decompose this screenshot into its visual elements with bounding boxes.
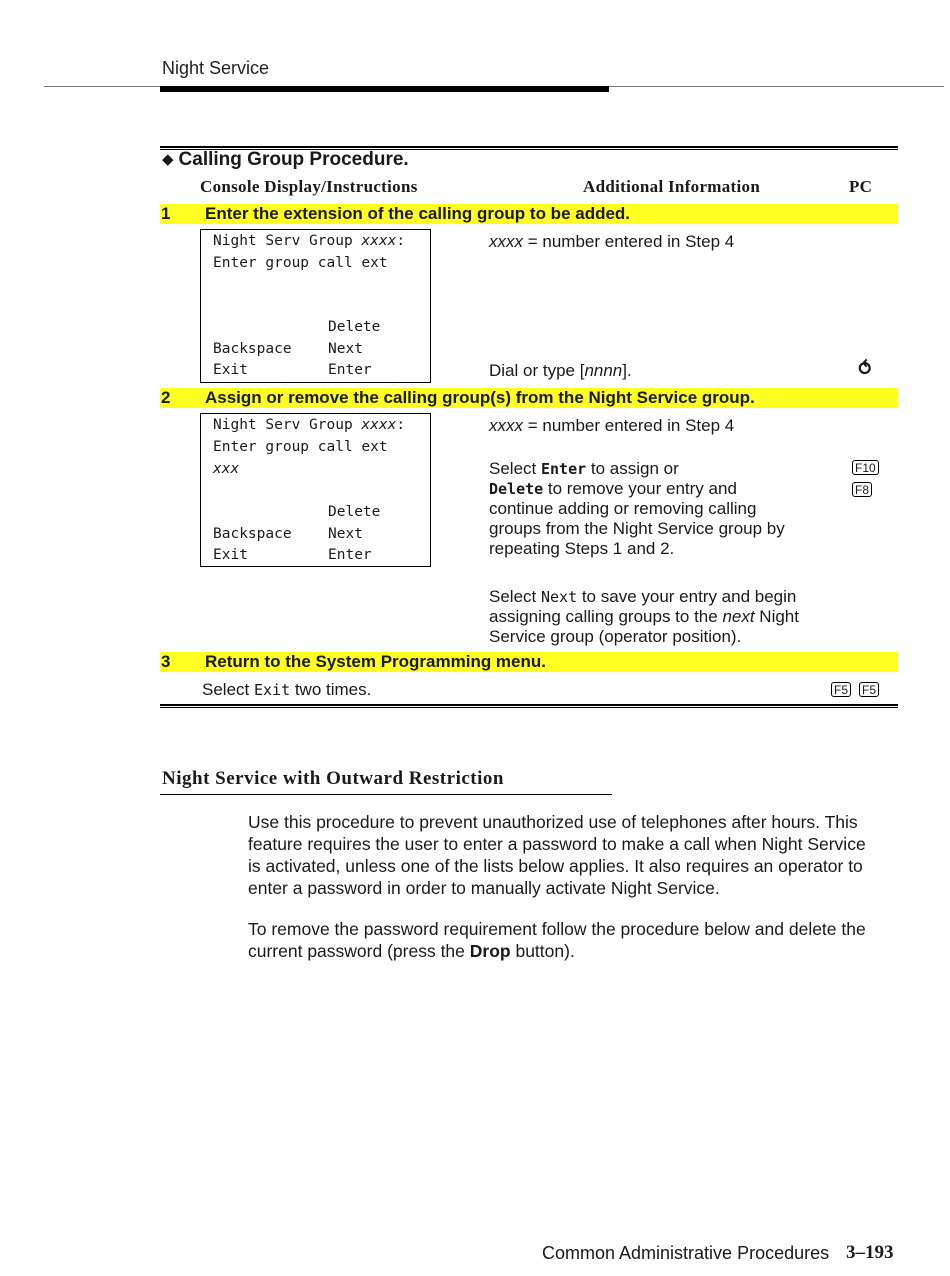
f5-key-icon: F5	[859, 682, 879, 697]
column-header-pc: PC	[849, 177, 873, 196]
screen-line-3: xxx	[213, 461, 240, 477]
page-number: 3–193	[846, 1242, 894, 1263]
f5-key-icon: F5	[831, 682, 851, 697]
screen-backspace-label: Backspace	[213, 341, 292, 357]
section-paragraph-2: To remove the password requirement follow the procedure below and delete the current password (press the Drop button).	[248, 919, 866, 961]
screen-line-2: Enter group call ext	[213, 439, 388, 455]
screen-delete-label: Delete	[328, 504, 381, 520]
f10-key-icon: F10	[852, 460, 879, 475]
step-2-info-variable: xxxx = number entered in Step 4	[489, 416, 735, 435]
step-text: Return to the System Programming menu.	[205, 652, 546, 671]
column-header-info: Additional Information	[583, 177, 761, 196]
screen-enter-label: Enter	[328, 362, 372, 378]
console-screen-step-1	[200, 229, 431, 383]
step-1-info-variable: xxxx = number entered in Step 4	[489, 232, 735, 251]
screen-line-2: Enter group call ext	[213, 255, 388, 271]
procedure-title	[162, 149, 409, 171]
step-3-instruction: Select Exit two times.	[202, 680, 372, 699]
running-header-title: Night Service	[162, 58, 270, 78]
step-1-dial-instruction: Dial or type [nnnn].	[489, 361, 632, 380]
step-text: Enter the extension of the calling group to be added.	[205, 204, 631, 223]
section-paragraph-1: Use this procedure to prevent unauthorized use of telephones after hours. This feature requires the user to enter a password to make a call when Night Service is activated, unless one of the lists below applies. It also requires an operator to enter a password in order to manually activate Night Service.	[248, 812, 866, 898]
screen-next-label: Next	[328, 526, 363, 542]
screen-line-1: Night Serv Group xxxx:	[213, 233, 406, 249]
step-number: 1	[161, 204, 171, 223]
step-number: 3	[161, 652, 171, 671]
screen-next-label: Next	[328, 341, 363, 357]
step-number: 2	[161, 388, 171, 407]
step-2-next-instructions: Select Next to save your entry and begin assigning calling groups to the next Night Service group (operator position).	[489, 587, 799, 646]
f8-key-icon: F8	[852, 482, 872, 497]
step-2-banner	[160, 388, 898, 408]
screen-delete-label: Delete	[328, 319, 381, 335]
step-2-select-instructions: Select Enter to assign or Delete to remove your entry and continue adding or removing calling groups from the Night Service group by repeating Steps 1 and 2.	[489, 459, 785, 558]
header-bar	[160, 86, 609, 92]
screen-line-1: Night Serv Group xxxx:	[213, 417, 406, 433]
step-3-banner	[160, 652, 898, 672]
footer-chapter-title: Common Administrative Procedures	[542, 1243, 830, 1263]
section-heading-rule	[160, 794, 612, 795]
procedure-title-text: Calling Group Procedure.	[178, 149, 409, 170]
screen-exit-label: Exit	[213, 547, 248, 563]
table-bottom-rule	[160, 704, 898, 708]
column-header-console: Console Display/Instructions	[200, 177, 418, 196]
screen-backspace-label: Backspace	[213, 526, 292, 542]
console-screen-step-2	[200, 413, 431, 567]
step-text: Assign or remove the calling group(s) from the Night Service group.	[205, 388, 755, 407]
dial-pc-icon: ⥀	[857, 359, 873, 380]
section-heading: Night Service with Outward Restriction	[162, 768, 504, 789]
step-1-banner	[160, 204, 898, 224]
screen-exit-label: Exit	[213, 362, 248, 378]
screen-enter-label: Enter	[328, 547, 372, 563]
diamond-bullet-icon: ◆	[162, 151, 174, 168]
